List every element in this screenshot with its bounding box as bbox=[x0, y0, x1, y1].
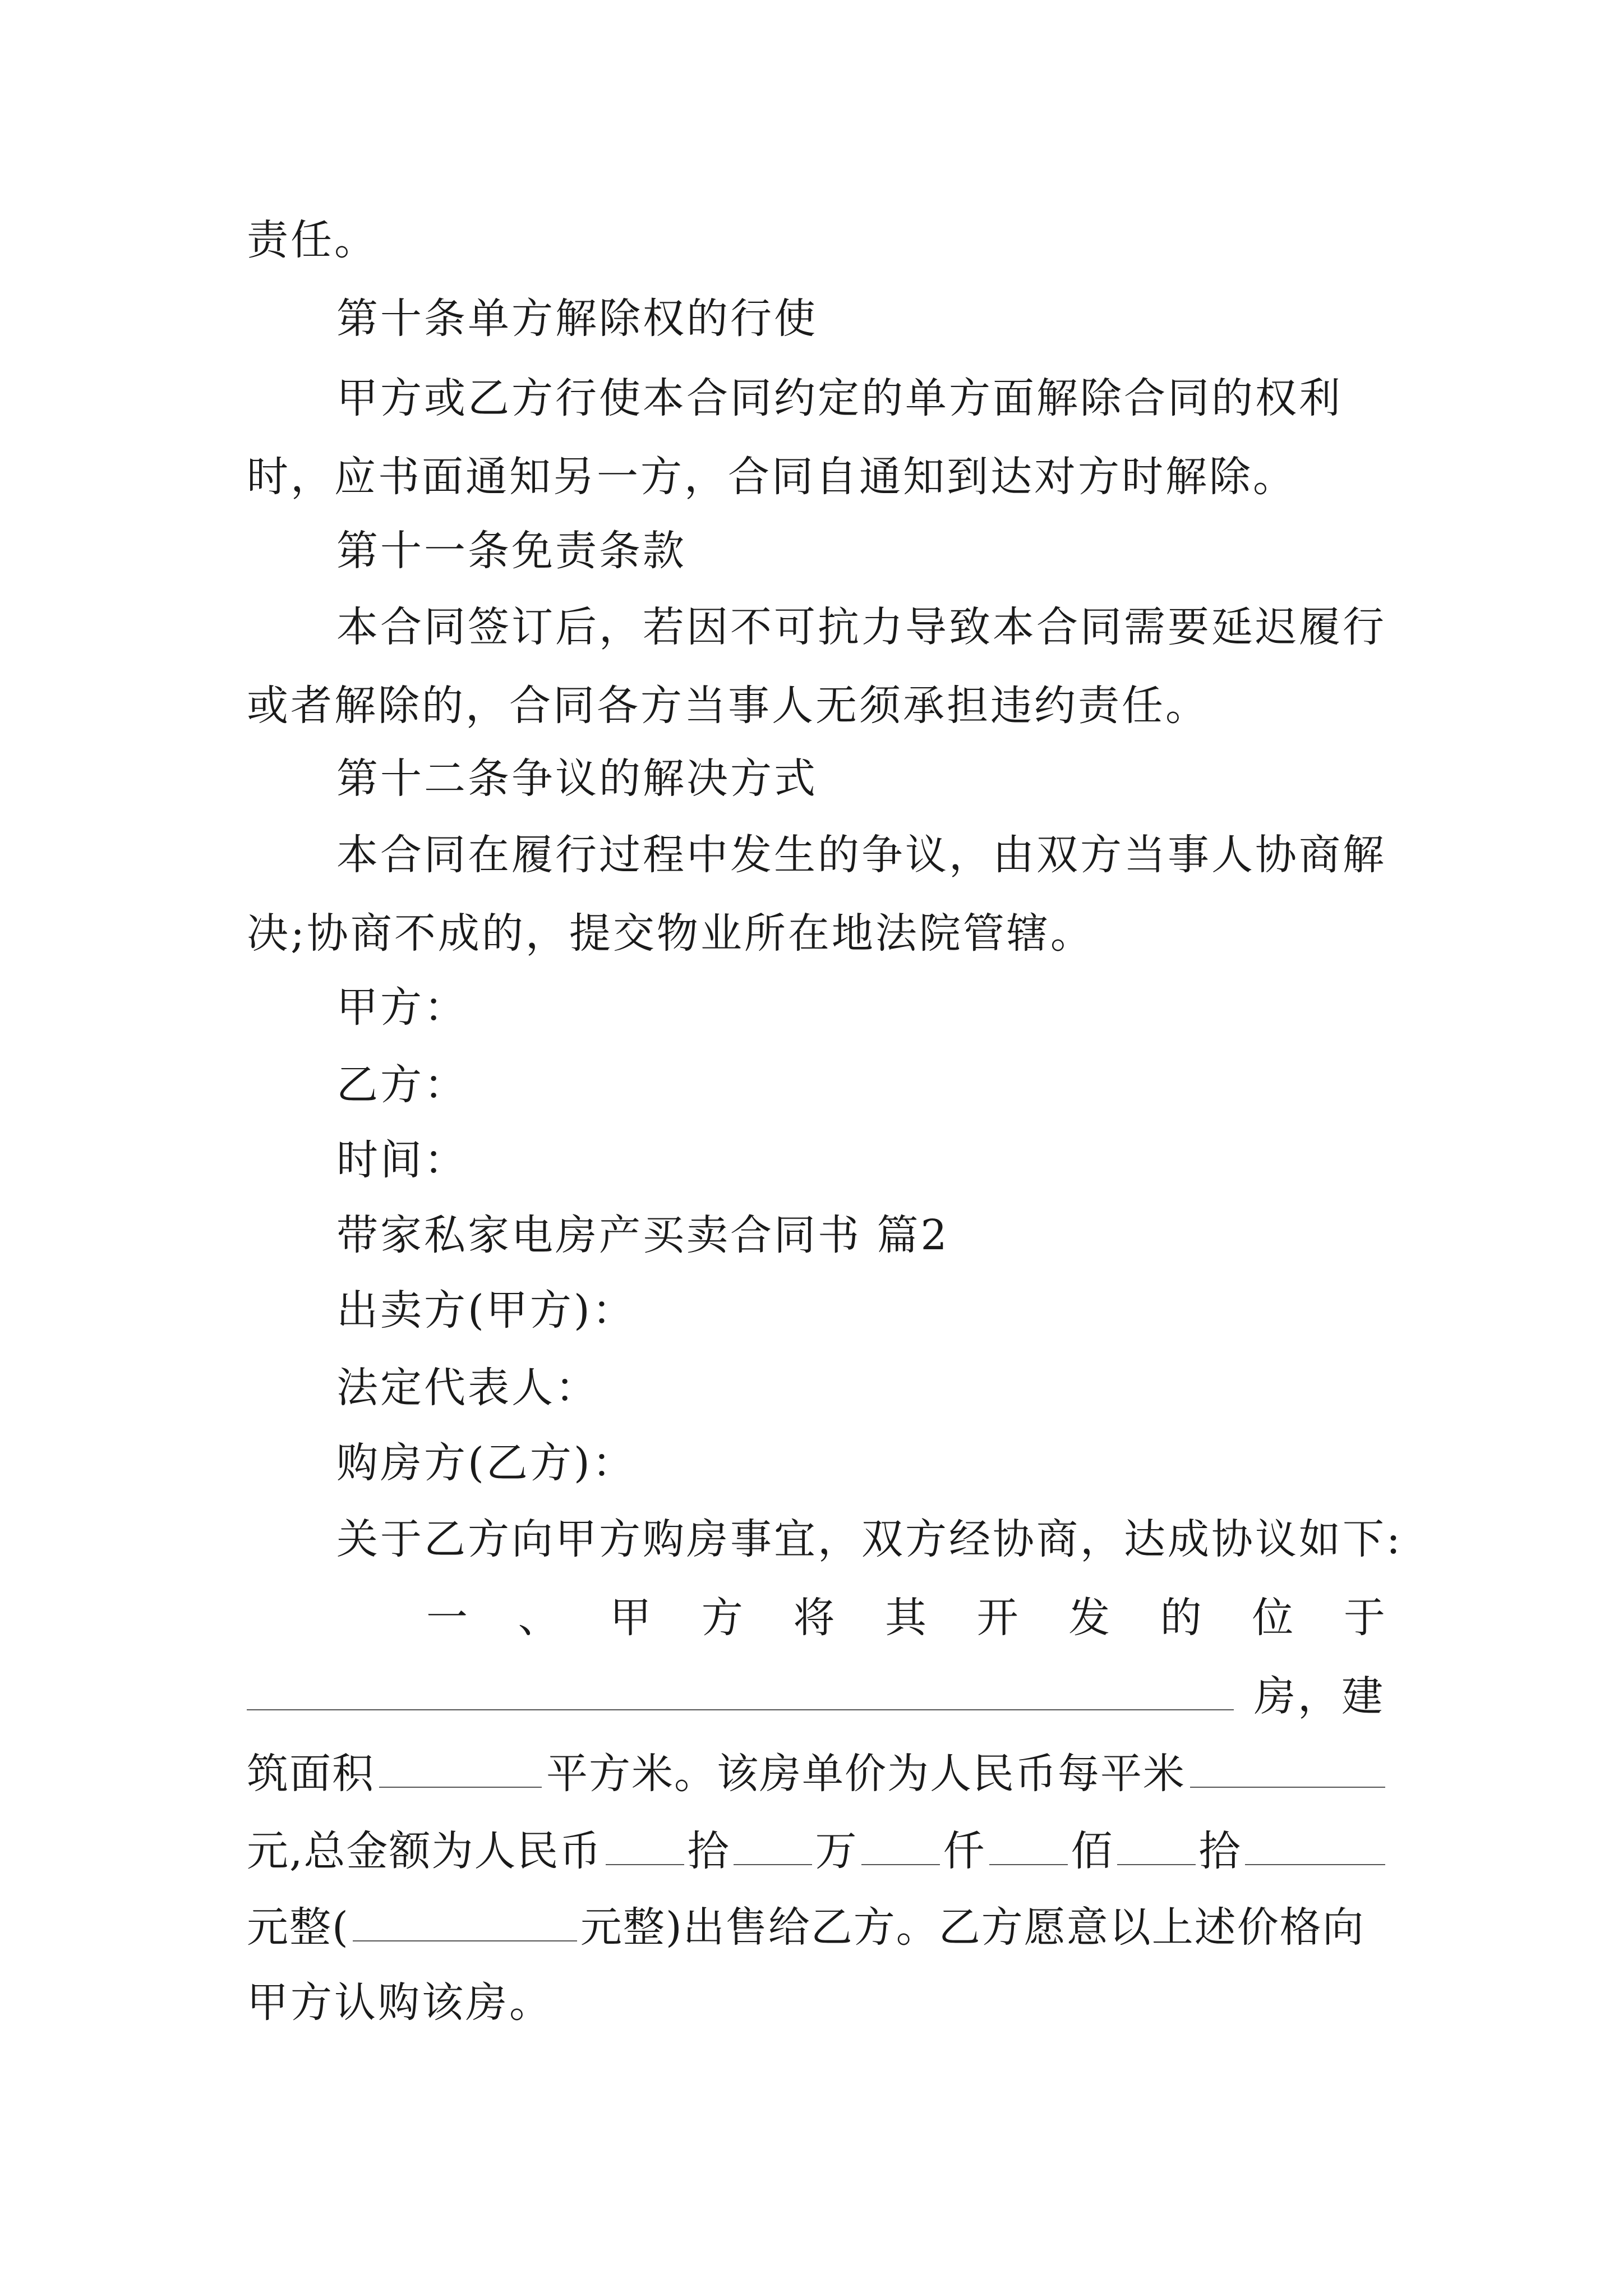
article-heading: 第十条单方解除权的行使 bbox=[336, 295, 818, 343]
date-label: 时间： bbox=[336, 1136, 468, 1184]
fill-text: 仟 bbox=[943, 1827, 986, 1875]
body-text-line: 甲方认购该房。 bbox=[247, 1978, 553, 2027]
clause-char: 发 bbox=[1068, 1594, 1110, 1642]
clause-char: 将 bbox=[793, 1594, 835, 1642]
body-text-line: 决;协商不成的，提交物业所在地法院管辖。 bbox=[247, 909, 1094, 958]
legal-rep-label: 法定代表人： bbox=[336, 1364, 599, 1412]
fill-text: 元整( bbox=[247, 1903, 349, 1952]
amount-words-blank bbox=[353, 1902, 577, 1941]
section-title: 带家私家电房产买卖合同书 篇2 bbox=[336, 1211, 949, 1259]
amount-blank bbox=[1245, 1826, 1385, 1865]
clause-char: 一 bbox=[426, 1594, 468, 1642]
fill-text: 拾 bbox=[687, 1827, 730, 1875]
area-blank bbox=[379, 1749, 542, 1788]
clause-char: 、 bbox=[518, 1594, 560, 1642]
body-text-line: 责任。 bbox=[247, 216, 378, 264]
location-blank bbox=[247, 1671, 1234, 1710]
clause-char: 于 bbox=[1343, 1594, 1385, 1642]
fill-text: 房，建 bbox=[1254, 1672, 1385, 1720]
total-amount-line bbox=[247, 1823, 1385, 1879]
amount-blank bbox=[861, 1826, 940, 1865]
party-b-label: 乙方： bbox=[336, 1061, 468, 1109]
body-text-line: 本合同签订后，若因不可抗力导致本合同需要延迟履行 bbox=[336, 603, 1386, 651]
clause-one-line bbox=[426, 1590, 1385, 1646]
body-text-line: 时，应书面通知另一方，合同自通知到达对方时解除。 bbox=[247, 453, 1297, 501]
clause-char: 其 bbox=[884, 1594, 926, 1642]
area-price-line bbox=[247, 1746, 1385, 1802]
party-a-label: 甲方： bbox=[336, 983, 468, 1032]
amount-blank bbox=[1117, 1826, 1196, 1865]
fill-text: 元,总金额为人民币 bbox=[247, 1827, 602, 1875]
fill-text: 万 bbox=[815, 1827, 858, 1875]
article-heading: 第十二条争议的解决方式 bbox=[336, 754, 818, 803]
property-location-line bbox=[247, 1668, 1385, 1724]
agreement-intro: 关于乙方向甲方购房事宜，双方经协商，达成协议如下: bbox=[336, 1515, 1403, 1563]
clause-char: 的 bbox=[1160, 1594, 1202, 1642]
clause-char: 开 bbox=[976, 1594, 1018, 1642]
fill-text: 平方米。该房单价为人民币每平米 bbox=[546, 1750, 1186, 1798]
body-text-line: 或者解除的，合同各方当事人无须承担违约责任。 bbox=[247, 682, 1209, 730]
amount-blank bbox=[989, 1826, 1068, 1865]
body-text-line: 甲方或乙方行使本合同约定的单方面解除合同的权利 bbox=[336, 374, 1343, 422]
clause-char: 位 bbox=[1252, 1594, 1294, 1642]
amount-words-line bbox=[247, 1899, 1385, 1955]
fill-text: 筑面积 bbox=[247, 1750, 375, 1798]
amount-blank bbox=[606, 1826, 684, 1865]
body-text-line: 本合同在履行过程中发生的争议，由双方当事人协商解 bbox=[336, 831, 1386, 879]
buyer-label: 购房方(乙方)： bbox=[336, 1439, 636, 1487]
fill-text: 佰 bbox=[1071, 1827, 1114, 1875]
fill-text: 元整)出售给乙方。乙方愿意以上述价格向 bbox=[580, 1903, 1365, 1952]
clause-char: 甲 bbox=[610, 1594, 652, 1642]
clause-char: 方 bbox=[701, 1594, 743, 1642]
article-heading: 第十一条免责条款 bbox=[336, 527, 686, 575]
seller-label: 出卖方(甲方)： bbox=[336, 1286, 636, 1335]
amount-blank bbox=[734, 1826, 812, 1865]
fill-text: 拾 bbox=[1198, 1827, 1242, 1875]
unit-price-blank bbox=[1190, 1749, 1385, 1788]
